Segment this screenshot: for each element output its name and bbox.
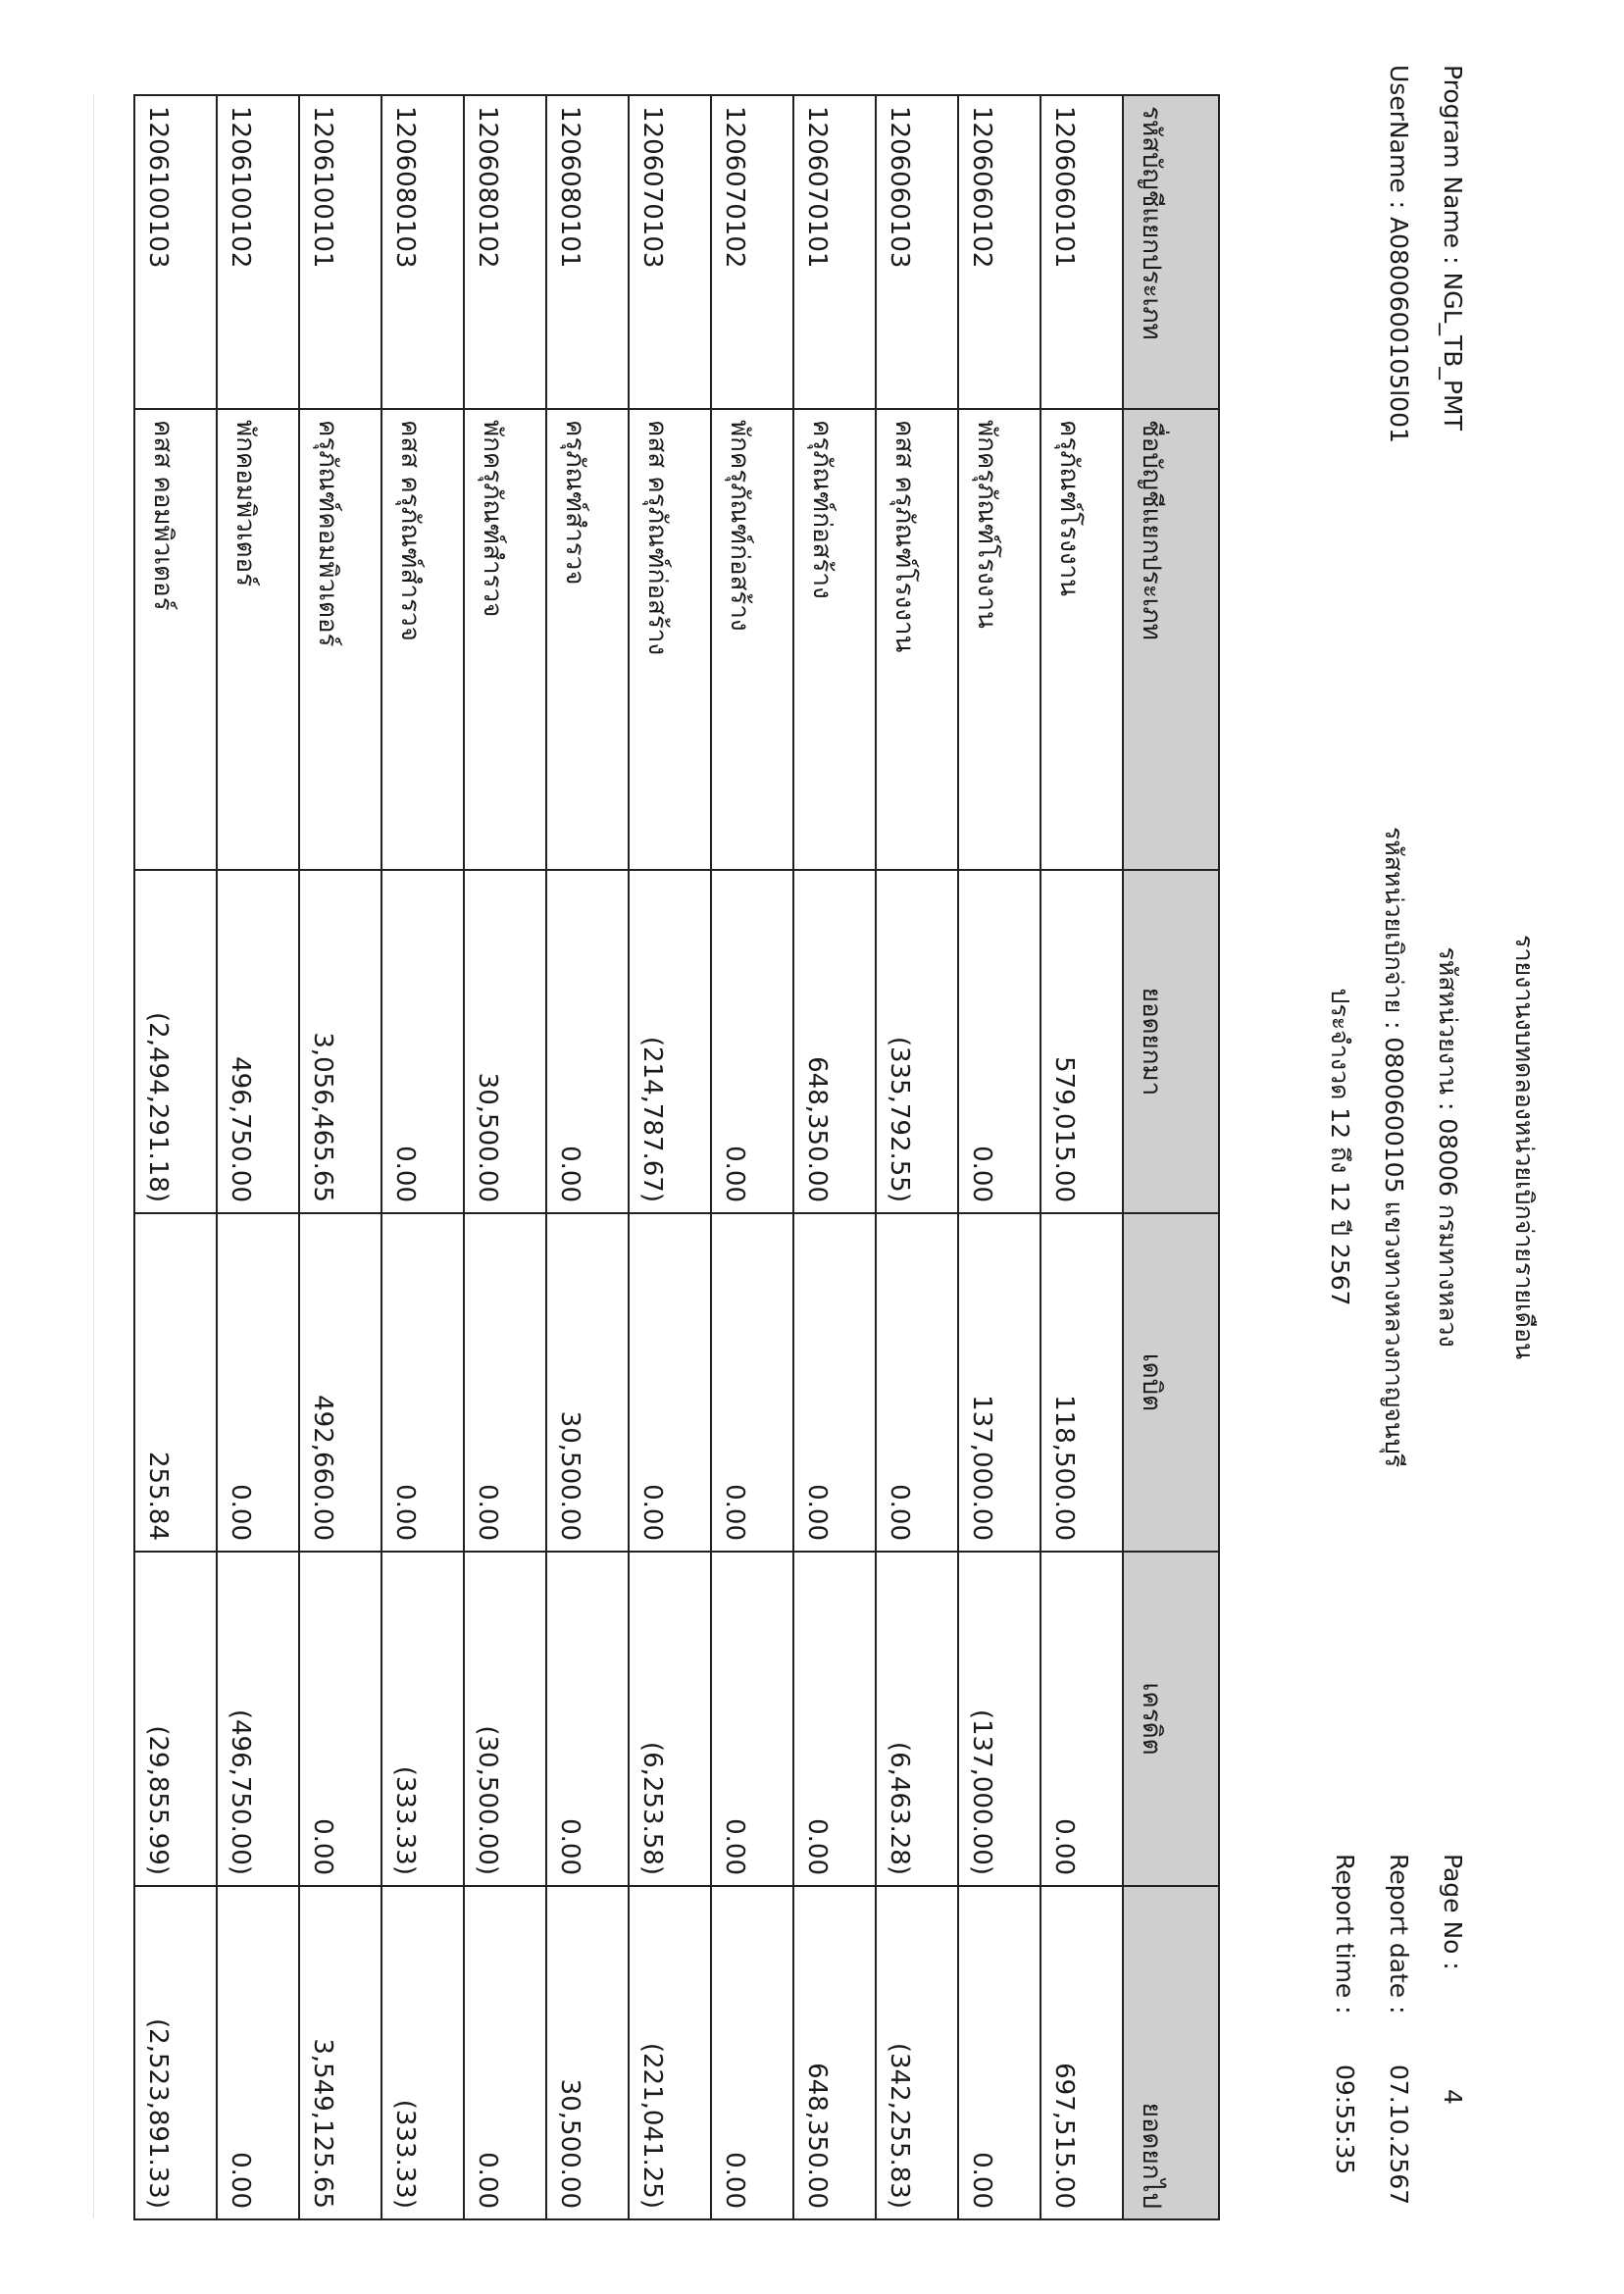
column-header-account-name: ชื่อบัญชีแยกประเภท <box>1123 409 1219 870</box>
report-date-label: Report date : <box>1385 1854 1413 2014</box>
credit-cell: (333.33) <box>381 1552 464 1886</box>
debit-cell: 0.00 <box>711 1213 793 1552</box>
table-row <box>1040 95 1123 2219</box>
brought-forward-cell: (335,792.55) <box>876 870 958 1213</box>
debit-cell: 0.00 <box>876 1213 958 1552</box>
account-name-cell: คสส ครุภัณฑ์สำรวจ <box>381 409 464 870</box>
debit-cell: 0.00 <box>381 1213 464 1552</box>
report-time-label: Report time : <box>1331 1854 1359 2014</box>
page-no-value: 4 <box>1439 2089 1467 2105</box>
debit-cell: 118,500.00 <box>1040 1213 1123 1552</box>
brought-forward-cell: 496,750.00 <box>217 870 299 1213</box>
credit-cell: 0.00 <box>793 1552 876 1886</box>
credit-cell: 0.00 <box>711 1552 793 1886</box>
report-title: รายงานงบทดลองหน่วยเบิกจ่ายรายเดือน <box>1510 935 1539 1359</box>
carried-forward-cell: 648,350.00 <box>793 1886 876 2219</box>
carried-forward-cell: 0.00 <box>958 1886 1040 2219</box>
table-row <box>629 95 711 2219</box>
report-date-value: 07.10.2567 <box>1385 2065 1413 2206</box>
account-code-cell: 1206070101 <box>793 95 876 409</box>
brought-forward-cell: 579,015.00 <box>1040 870 1123 1213</box>
account-name-cell: คสส ครุภัณฑ์โรงงาน <box>876 409 958 870</box>
table-header-row <box>1123 95 1219 2219</box>
brought-forward-cell: 0.00 <box>711 870 793 1213</box>
account-code-cell: 1206080103 <box>381 95 464 409</box>
period-line: ประจำงวด 12 ถึง 12 ปี 2567 <box>1326 988 1354 1306</box>
account-name-cell: พักครุภัณฑ์สำรวจ <box>464 409 546 870</box>
username: UserName : A0800600105l001 <box>1385 65 1413 443</box>
credit-cell: (30,500.00) <box>464 1552 546 1886</box>
account-code-cell: 1206070103 <box>629 95 711 409</box>
carried-forward-cell: 3,549,125.65 <box>299 1886 381 2219</box>
table-row <box>217 95 299 2219</box>
page-no-label: Page No : <box>1439 1854 1467 1970</box>
table-row <box>464 95 546 2219</box>
table-row <box>793 95 876 2219</box>
carried-forward-cell: 30,500.00 <box>546 1886 629 2219</box>
department-line: รหัสหน่วยงาน : 08006 กรมทางหลวง <box>1434 946 1462 1348</box>
credit-cell: (29,855.99) <box>134 1552 217 1886</box>
brought-forward-cell: 0.00 <box>958 870 1040 1213</box>
brought-forward-cell: 0.00 <box>381 870 464 1213</box>
account-code-cell: 1206060103 <box>876 95 958 409</box>
column-header-credit: เครดิต <box>1123 1552 1219 1886</box>
carried-forward-cell: 0.00 <box>217 1886 299 2219</box>
carried-forward-cell: 0.00 <box>464 1886 546 2219</box>
account-name-cell: คสส ครุภัณฑ์ก่อสร้าง <box>629 409 711 870</box>
credit-cell: 0.00 <box>1040 1552 1123 1886</box>
column-header-account-code: รหัสบัญชีแยกประเภท <box>1123 95 1219 409</box>
debit-cell: 137,000.00 <box>958 1213 1040 1552</box>
program-name: Program Name : NGL_TB_PMT <box>1439 65 1467 431</box>
carried-forward-cell: (2,523,891.33) <box>134 1886 217 2219</box>
brought-forward-cell: 0.00 <box>546 870 629 1213</box>
account-name-cell: พักครุภัณฑ์ก่อสร้าง <box>711 409 793 870</box>
carried-forward-cell: (333.33) <box>381 1886 464 2219</box>
account-name-cell: ครุภัณฑ์คอมพิวเตอร์ <box>299 409 381 870</box>
credit-cell: (6,253.58) <box>629 1552 711 1886</box>
account-code-cell: 1206100101 <box>299 95 381 409</box>
disbursing-unit-line: รหัสหน่วยเบิกจ่าย : 0800600105 แขวงทางหลวงกาญจนบุรี <box>1380 826 1408 1468</box>
brought-forward-cell: 648,350.00 <box>793 870 876 1213</box>
debit-cell: 0.00 <box>217 1213 299 1552</box>
brought-forward-cell: 3,056,465.65 <box>299 870 381 1213</box>
credit-cell: (6,463.28) <box>876 1552 958 1886</box>
account-name-cell: พักคอมพิวเตอร์ <box>217 409 299 870</box>
debit-cell: 0.00 <box>793 1213 876 1552</box>
account-name-cell: ครุภัณฑ์โรงงาน <box>1040 409 1123 870</box>
debit-cell: 0.00 <box>629 1213 711 1552</box>
credit-cell: 0.00 <box>546 1552 629 1886</box>
table-row <box>299 95 381 2219</box>
column-header-brought-forward: ยอดยกมา <box>1123 870 1219 1213</box>
account-name-cell: พักครุภัณฑ์โรงงาน <box>958 409 1040 870</box>
account-code-cell: 1206080102 <box>464 95 546 409</box>
carried-forward-cell: 0.00 <box>711 1886 793 2219</box>
account-name-cell: คสส คอมพิวเตอร์ <box>134 409 217 870</box>
column-header-debit: เดบิต <box>1123 1213 1219 1552</box>
table-row <box>134 95 217 2219</box>
credit-cell: (137,000.00) <box>958 1552 1040 1886</box>
debit-cell: 255.84 <box>134 1213 217 1552</box>
credit-cell: 0.00 <box>299 1552 381 1886</box>
table-row <box>711 95 793 2219</box>
table-row <box>546 95 629 2219</box>
brought-forward-cell: (214,787.67) <box>629 870 711 1213</box>
account-code-cell: 1206070102 <box>711 95 793 409</box>
account-name-cell: ครุภัณฑ์สำรวจ <box>546 409 629 870</box>
carried-forward-cell: (221,041.25) <box>629 1886 711 2219</box>
account-code-cell: 1206060102 <box>958 95 1040 409</box>
debit-cell: 0.00 <box>464 1213 546 1552</box>
account-code-cell: 1206060101 <box>1040 95 1123 409</box>
report-time-value: 09:55:35 <box>1331 2065 1359 2175</box>
brought-forward-cell: 30,500.00 <box>464 870 546 1213</box>
column-header-carried-forward: ยอดยกไป <box>1123 1886 1219 2219</box>
table-row <box>381 95 464 2219</box>
account-code-cell: 1206100103 <box>134 95 217 409</box>
debit-cell: 492,660.00 <box>299 1213 381 1552</box>
credit-cell: (496,750.00) <box>217 1552 299 1886</box>
table-row <box>958 95 1040 2219</box>
brought-forward-cell: (2,494,291.18) <box>134 870 217 1213</box>
account-code-cell: 1206080101 <box>546 95 629 409</box>
carried-forward-cell: (342,255.83) <box>876 1886 958 2219</box>
carried-forward-cell: 697,515.00 <box>1040 1886 1123 2219</box>
debit-cell: 30,500.00 <box>546 1213 629 1552</box>
table-body <box>134 95 1123 2219</box>
account-name-cell: ครุภัณฑ์ก่อสร้าง <box>793 409 876 870</box>
trial-balance-table <box>133 94 1220 2220</box>
account-code-cell: 1206100102 <box>217 95 299 409</box>
table-row <box>876 95 958 2219</box>
bottom-divider <box>93 94 94 2218</box>
